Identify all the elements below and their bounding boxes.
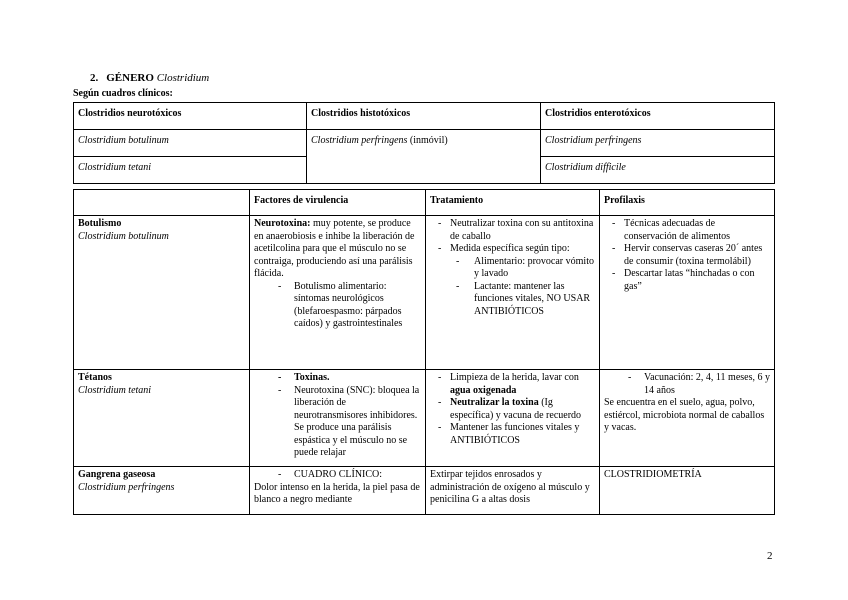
prophylaxis-cell: CLOSTRIDIOMETRÍA xyxy=(600,467,775,515)
header-blank xyxy=(74,190,250,216)
treatment-cell xyxy=(426,216,600,370)
disease-cell xyxy=(74,370,250,467)
virulence-cell xyxy=(250,216,426,370)
section-heading xyxy=(90,72,209,84)
classification-table xyxy=(73,102,775,184)
prophylaxis-list xyxy=(604,372,770,397)
list-item: - Lactante: mantener las funciones vitales, NO USAR ANTIBIÓTICOS xyxy=(430,281,595,319)
virulence-desc: muy potente, se produce en anaerobiosis e inhibe la liberación de acetilcolina para que el músculo no se contraiga, produciendo así una parálisis flácida. xyxy=(254,218,415,279)
prophylaxis-text: Se encuentra en el suelo, agua, polvo, estiércol, microbiota normal de caballos y vacas. xyxy=(604,397,765,433)
cell-entero-0: Clostridium perfringens xyxy=(541,130,775,157)
treatment-list xyxy=(430,372,595,447)
virulence-bold: Neurotoxina: xyxy=(254,218,311,229)
section-number: 2. xyxy=(90,72,99,84)
treatment-sublist xyxy=(430,256,595,319)
virulence-text xyxy=(254,218,421,281)
list-item: - Neurotoxina (SNC): bloquea la liberación de neurotransmisores inhibidores. Se produce una parálisis espástica y el músculo no se puede relajar xyxy=(254,385,421,460)
genus-name: Clostridium xyxy=(156,72,210,84)
list-item xyxy=(430,397,595,422)
virulence-cell xyxy=(250,467,426,515)
header-virulence: Factores de virulencia xyxy=(250,190,426,216)
list-item: - Técnicas adecuadas de conservación de alimentos xyxy=(604,218,770,243)
list-item: - Toxinas. xyxy=(254,372,421,385)
header-treatment: Tratamiento xyxy=(426,190,600,216)
disease-name: Tétanos xyxy=(78,372,112,383)
section-prefix: GÉNERO xyxy=(106,72,154,84)
header-neurotoxic: Clostridios neurotóxicos xyxy=(74,103,307,130)
list-item: - CUADRO CLÍNICO: xyxy=(254,469,421,482)
disease-name: Botulismo xyxy=(78,218,122,229)
virulence-list xyxy=(254,372,421,460)
virulence-sublist xyxy=(254,281,421,331)
prophylaxis-list xyxy=(604,218,770,293)
trat-text: Limpieza de la herida, lavar con xyxy=(450,372,579,383)
histo-note: (inmóvil) xyxy=(407,135,448,146)
disease-cell xyxy=(74,467,250,515)
disease-species: Clostridium tetani xyxy=(78,384,152,396)
cell-neuro-1: Clostridium tetani xyxy=(74,157,307,184)
list-item: - Alimentario: provocar vómito y lavado xyxy=(430,256,595,281)
cell-neuro-0: Clostridium botulinum xyxy=(74,130,307,157)
table-row xyxy=(74,130,775,157)
table-header-row xyxy=(74,190,775,216)
list-item: - Medida específica según tipo: xyxy=(430,243,595,256)
header-histotoxic: Clostridios histotóxicos xyxy=(307,103,541,130)
list-item xyxy=(430,372,595,397)
prophylaxis-cell xyxy=(600,216,775,370)
treatment-cell: Extirpar tejidos enrosados y administración de oxígeno al músculo y penicilina G a altas dosis xyxy=(426,467,600,515)
trat-text: (Ig específica) y vacuna de recuerdo xyxy=(450,397,582,421)
header-prophylaxis: Profilaxis xyxy=(600,190,775,216)
virulence-cell xyxy=(250,370,426,467)
list-item: - Vacunación: 2, 4, 11 meses, 6 y 14 años xyxy=(604,372,770,397)
treatment-cell xyxy=(426,370,600,467)
cell-entero-1: Clostridium difficile xyxy=(541,157,775,184)
header-enterotoxic: Clostridios enterotóxicos xyxy=(541,103,775,130)
table-row-tetanos xyxy=(74,370,775,467)
prophylaxis-cell xyxy=(600,370,775,467)
table-row xyxy=(74,103,775,130)
cell-histo xyxy=(307,130,541,184)
list-item: - Descartar latas “hinchadas o con gas” xyxy=(604,268,770,293)
virulence-text: Dolor intenso en la herida, la piel pasa de blanco a negro mediante xyxy=(254,481,420,505)
trat-bold: Neutralizar la toxina xyxy=(450,397,539,408)
disease-name: Gangrena gaseosa xyxy=(78,469,156,480)
table-row-gangrena xyxy=(74,467,775,515)
subheading: Según cuadros clínicos: xyxy=(73,88,173,99)
disease-cell xyxy=(74,216,250,370)
list-item: - Hervir conservas caseras 20´ antes de consumir (toxina termolábil) xyxy=(604,243,770,268)
histo-species: Clostridium perfringens xyxy=(311,135,408,146)
table-row-botulismo xyxy=(74,216,775,370)
treatment-list xyxy=(430,218,595,256)
list-item: - Botulismo alimentario: síntomas neurológicos (blefaroespasmo: párpados caídos) y gastrointestinales xyxy=(254,281,421,331)
virulence-list xyxy=(254,469,421,482)
page-number: 2 xyxy=(767,550,773,562)
disease-species: Clostridium perfringens xyxy=(78,481,175,493)
disease-species: Clostridium botulinum xyxy=(78,230,169,242)
list-item: - Neutralizar toxina con su antitoxina de caballo xyxy=(430,218,595,243)
trat-bold: agua oxigenada xyxy=(450,384,517,396)
main-table xyxy=(73,189,775,515)
list-item: - Mantener las funciones vitales y ANTIBIÓTICOS xyxy=(430,422,595,447)
